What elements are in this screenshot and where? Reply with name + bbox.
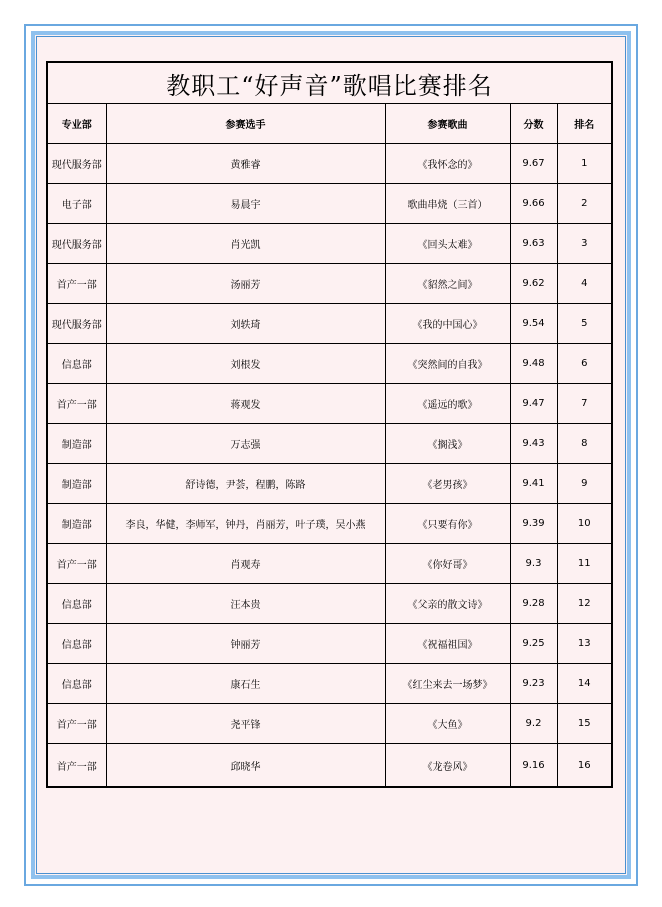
- table-row: [47, 304, 612, 344]
- cell-singer: 刘轶琦: [106, 304, 385, 344]
- cell-singer: 邱晓华: [106, 744, 385, 788]
- cell-rank: 16: [557, 744, 612, 788]
- cell-singer: 黄雅睿: [106, 144, 385, 184]
- cell-score: 9.43: [510, 424, 557, 464]
- cell-score: 9.25: [510, 624, 557, 664]
- cell-song: 《大鱼》: [385, 704, 510, 744]
- cell-dept: 制造部: [47, 464, 106, 504]
- cell-singer: 万志强: [106, 424, 385, 464]
- table-row: [47, 224, 612, 264]
- cell-singer: 尧平锋: [106, 704, 385, 744]
- table-row: [47, 504, 612, 544]
- cell-song: 《我的中国心》: [385, 304, 510, 344]
- cell-singer: 肖观寿: [106, 544, 385, 584]
- cell-rank: 8: [557, 424, 612, 464]
- cell-singer: 肖光凯: [106, 224, 385, 264]
- cell-rank: 2: [557, 184, 612, 224]
- column-header-dept: 专业部: [47, 104, 106, 144]
- cell-score: 9.3: [510, 544, 557, 584]
- cell-score: 9.16: [510, 744, 557, 788]
- cell-song: 《你好哥》: [385, 544, 510, 584]
- table-row: [47, 144, 612, 184]
- column-header-song: 参赛歌曲: [385, 104, 510, 144]
- cell-dept: 首产一部: [47, 744, 106, 788]
- cell-rank: 14: [557, 664, 612, 704]
- cell-song: 《貂然之间》: [385, 264, 510, 304]
- cell-rank: 5: [557, 304, 612, 344]
- cell-score: 9.54: [510, 304, 557, 344]
- header-row: [47, 104, 612, 144]
- cell-dept: 首产一部: [47, 384, 106, 424]
- cell-score: 9.67: [510, 144, 557, 184]
- table-row: [47, 184, 612, 224]
- cell-song: 《祝福祖国》: [385, 624, 510, 664]
- cell-song: 《老男孩》: [385, 464, 510, 504]
- cell-song: 《我怀念的》: [385, 144, 510, 184]
- column-header-score: 分数: [510, 104, 557, 144]
- table-row: [47, 704, 612, 744]
- cell-singer: 李良，华健，李师军，钟丹，肖丽芳，叶子璞，吴小燕: [106, 504, 385, 544]
- cell-song: 歌曲串烧（三首）: [385, 184, 510, 224]
- column-header-singer: 参赛选手: [106, 104, 385, 144]
- cell-dept: 首产一部: [47, 704, 106, 744]
- cell-singer: 康石生: [106, 664, 385, 704]
- table-row: [47, 464, 612, 504]
- cell-song: 《红尘来去一场梦》: [385, 664, 510, 704]
- cell-dept: 现代服务部: [47, 224, 106, 264]
- cell-rank: 13: [557, 624, 612, 664]
- cell-dept: 首产一部: [47, 544, 106, 584]
- cell-song: 《龙卷风》: [385, 744, 510, 788]
- cell-dept: 信息部: [47, 344, 106, 384]
- table-row: [47, 544, 612, 584]
- cell-score: 9.28: [510, 584, 557, 624]
- cell-score: 9.2: [510, 704, 557, 744]
- cell-singer: 汤丽芳: [106, 264, 385, 304]
- cell-score: 9.47: [510, 384, 557, 424]
- table-row: [47, 584, 612, 624]
- cell-rank: 9: [557, 464, 612, 504]
- table-row: [47, 264, 612, 304]
- cell-song: 《只要有你》: [385, 504, 510, 544]
- cell-dept: 首产一部: [47, 264, 106, 304]
- cell-dept: 制造部: [47, 424, 106, 464]
- cell-song: 《父亲的散文诗》: [385, 584, 510, 624]
- cell-dept: 制造部: [47, 504, 106, 544]
- cell-singer: 汪本贵: [106, 584, 385, 624]
- cell-score: 9.41: [510, 464, 557, 504]
- cell-rank: 7: [557, 384, 612, 424]
- cell-dept: 信息部: [47, 584, 106, 624]
- cell-score: 9.63: [510, 224, 557, 264]
- table-row: [47, 344, 612, 384]
- cell-score: 9.48: [510, 344, 557, 384]
- cell-score: 9.62: [510, 264, 557, 304]
- table-row: [47, 624, 612, 664]
- cell-dept: 现代服务部: [47, 144, 106, 184]
- table-row: [47, 424, 612, 464]
- cell-dept: 信息部: [47, 664, 106, 704]
- cell-song: 《搁浅》: [385, 424, 510, 464]
- cell-rank: 6: [557, 344, 612, 384]
- cell-singer: 钟丽芳: [106, 624, 385, 664]
- ranking-table: [46, 61, 613, 788]
- table-row: [47, 384, 612, 424]
- cell-rank: 3: [557, 224, 612, 264]
- table-row: [47, 664, 612, 704]
- cell-song: 《遥远的歌》: [385, 384, 510, 424]
- cell-dept: 电子部: [47, 184, 106, 224]
- table-body: [47, 144, 612, 788]
- cell-rank: 15: [557, 704, 612, 744]
- cell-singer: 易晨宇: [106, 184, 385, 224]
- cell-dept: 现代服务部: [47, 304, 106, 344]
- cell-song: 《突然间的自我》: [385, 344, 510, 384]
- cell-song: 《回头太难》: [385, 224, 510, 264]
- cell-rank: 1: [557, 144, 612, 184]
- cell-rank: 11: [557, 544, 612, 584]
- cell-singer: 舒诗德，尹荟，程鹏，陈路: [106, 464, 385, 504]
- cell-score: 9.39: [510, 504, 557, 544]
- cell-singer: 刘根发: [106, 344, 385, 384]
- cell-score: 9.66: [510, 184, 557, 224]
- table-title: 教职工“好声音”歌唱比赛排名: [47, 62, 612, 104]
- cell-rank: 4: [557, 264, 612, 304]
- column-header-rank: 排名: [557, 104, 612, 144]
- cell-rank: 12: [557, 584, 612, 624]
- cell-rank: 10: [557, 504, 612, 544]
- cell-singer: 蒋观发: [106, 384, 385, 424]
- cell-score: 9.23: [510, 664, 557, 704]
- table-row: [47, 744, 612, 788]
- cell-dept: 信息部: [47, 624, 106, 664]
